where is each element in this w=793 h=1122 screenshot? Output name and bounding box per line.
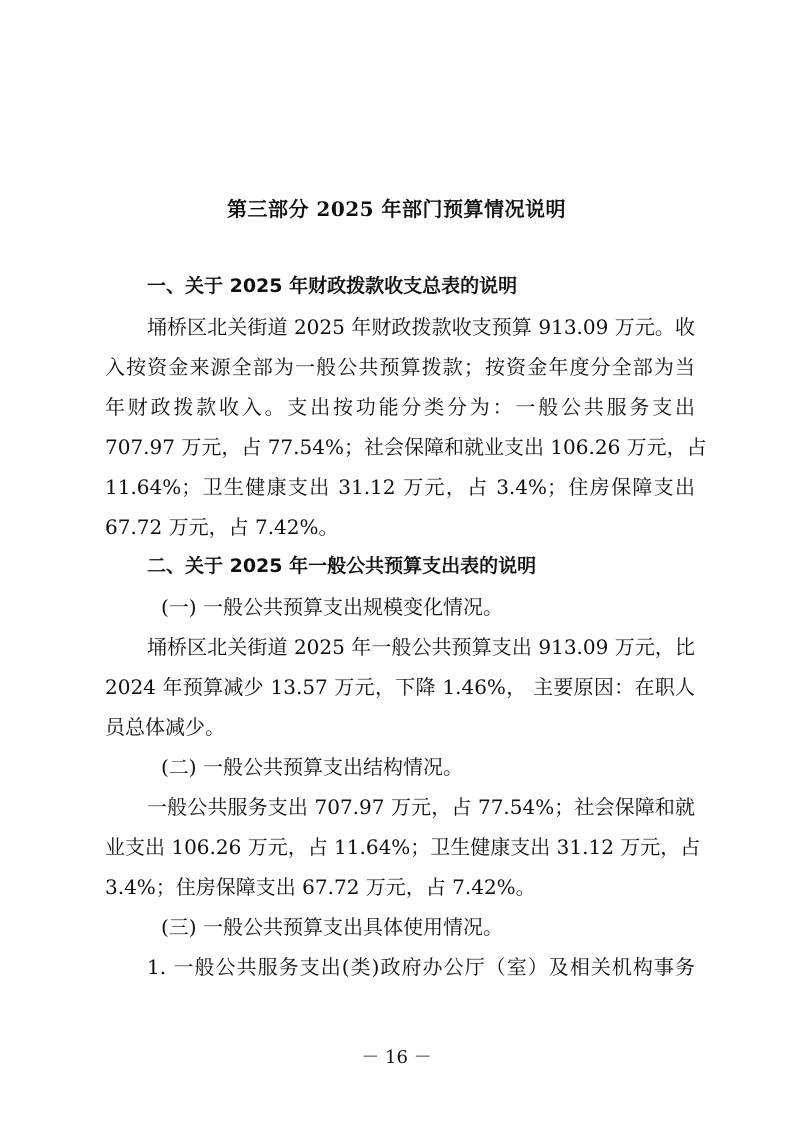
subsection-2-heading: (二) 一般公共预算支出结构情况。 — [161, 755, 463, 779]
page-number: － 16 － — [361, 1047, 432, 1068]
section-2-heading: 二、关于 2025 年一般公共预算支出表的说明 — [147, 555, 537, 577]
paragraph-line: 埇桥区北关街道 2025 年一般公共预算支出 913.09 万元，比 — [147, 635, 695, 659]
subsection-1-heading: (一) 一般公共预算支出规模变化情况。 — [161, 595, 503, 619]
paragraph-line: 业支出 106.26 万元，占 11.64%；卫生健康支出 31.12 万元，占 — [105, 835, 701, 859]
paragraph-line: 员总体减少。 — [105, 715, 225, 739]
paragraph-line: 3.4%；住房保障支出 67.72 万元，占 7.42%。 — [105, 875, 536, 899]
paragraph-line: 一般公共服务支出 707.97 万元，占 77.54%；社会保障和就 — [147, 795, 695, 819]
paragraph-line: 入按资金来源全部为一般公共预算拨款；按资金年度分全部为当 — [105, 355, 695, 379]
section-1-heading: 一、关于 2025 年财政拨款收支总表的说明 — [147, 275, 518, 297]
paragraph-line: 67.72 万元，占 7.42%。 — [105, 515, 339, 539]
paragraph-line: 11.64%；卫生健康支出 31.12 万元，占 3.4%；住房保障支出 — [105, 475, 695, 499]
subsection-3-heading: (三) 一般公共预算支出具体使用情况。 — [161, 915, 503, 939]
paragraph-line: 2024 年预算减少 13.57 万元，下降 1.46%， 主要原因：在职人 — [105, 675, 695, 699]
paragraph-line: 年财政拨款收入。支出按功能分类分为：一般公共服务支出 — [105, 395, 695, 419]
paragraph-line: 埇桥区北关街道 2025 年财政拨款收支预算 913.09 万元。收 — [147, 315, 695, 339]
page-title: 第三部分 2025 年部门预算情况说明 — [226, 197, 567, 221]
paragraph-line: 1. 一般公共服务支出(类)政府办公厅（室）及相关机构事务 — [147, 955, 695, 979]
paragraph-line: 707.97 万元，占 77.54%；社会保障和就业支出 106.26 万元，占 — [105, 435, 707, 459]
